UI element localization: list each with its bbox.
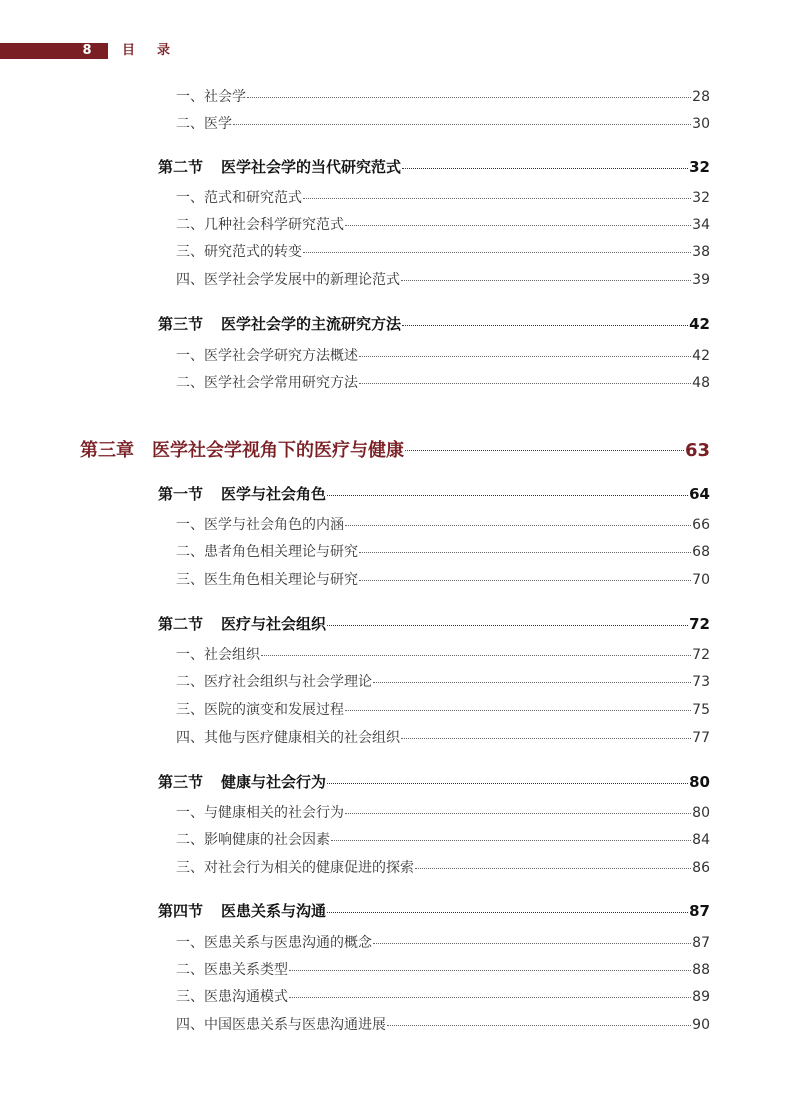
toc-item-label: 二、几种社会科学研究范式 [176,217,344,233]
toc-item-row[interactable] [176,959,710,979]
toc-item-label: 三、医患沟通模式 [176,989,288,1005]
toc-item-row[interactable] [176,802,710,822]
dot-leader [345,525,691,526]
toc-page-number: 66 [692,517,710,533]
toc-section-number: 第三节 [158,315,204,333]
toc-item-row[interactable] [176,986,710,1006]
toc-section-number: 第一节 [158,485,204,503]
dot-leader [373,943,691,944]
toc-page-number: 80 [689,773,710,791]
toc-item-row[interactable] [176,372,710,392]
toc-chapter-title: 医学社会学视角下的医疗与健康 [152,440,404,461]
dot-leader [359,356,691,357]
toc-section-title: 医患关系与沟通 [221,902,327,920]
toc-item-label: 一、范式和研究范式 [176,190,302,206]
toc-item-label: 一、医学社会学研究方法概述 [176,348,358,364]
dot-leader [402,168,688,169]
toc-section-title: 医学社会学的当代研究范式 [221,158,402,176]
toc-item-row[interactable] [176,699,710,719]
toc-section-label [158,613,326,634]
toc-item-row[interactable] [176,214,710,234]
dot-leader [289,997,691,998]
toc-chapter-number: 第三章 [80,440,134,461]
toc-item-row[interactable] [176,932,710,952]
toc-item-label: 二、医疗社会组织与社会学理论 [176,674,372,690]
toc-item-label: 二、医学社会学常用研究方法 [176,375,358,391]
toc-page-number: 72 [689,615,710,633]
toc-section-number: 第二节 [158,158,204,176]
dot-leader [359,552,691,553]
toc-section-number: 第四节 [158,902,204,920]
toc-item-row[interactable] [176,345,710,365]
dot-leader [345,813,691,814]
header-title: 目录 [122,43,193,58]
toc-item-row[interactable] [176,86,710,106]
dot-leader [247,97,691,98]
toc-section-number: 第三节 [158,773,204,791]
toc-section-number: 第二节 [158,615,204,633]
toc-item-row[interactable] [176,829,710,849]
toc-item-label: 二、医患关系类型 [176,962,288,978]
toc-item-row[interactable] [176,857,710,877]
dot-leader [303,252,691,253]
toc-item-label: 一、医学与社会角色的内涵 [176,517,344,533]
toc-page-number: 90 [692,1017,710,1033]
toc-page-number: 84 [692,832,710,848]
toc-page-number: 87 [689,902,710,920]
toc-page-number: 28 [692,89,710,105]
toc-section-row[interactable] [158,483,710,504]
toc-page-number: 87 [692,935,710,951]
toc-page-number: 68 [692,544,710,560]
toc-item-row[interactable] [176,269,710,289]
dot-leader [415,868,691,869]
dot-leader [233,124,691,125]
toc-item-row[interactable] [176,569,710,589]
toc-page-number: 86 [692,860,710,876]
toc-section-title: 医疗与社会组织 [221,615,327,633]
toc-item-row[interactable] [176,514,710,534]
toc-page-number: 30 [692,116,710,132]
toc-page-number: 77 [692,730,710,746]
dot-leader [331,840,691,841]
toc-section-label [158,771,326,792]
toc-item-row[interactable] [176,1014,710,1034]
toc-section-label [158,483,326,504]
toc-page-number: 73 [692,674,710,690]
dot-leader [405,450,684,451]
toc-item-row[interactable] [176,541,710,561]
toc-item-label: 二、影响健康的社会因素 [176,832,330,848]
dot-leader [401,738,691,739]
toc-page-number: 38 [692,244,710,260]
toc-page-number: 42 [692,348,710,364]
toc-item-row[interactable] [176,671,710,691]
toc-page-number: 89 [692,989,710,1005]
toc-page-number: 63 [684,440,710,461]
dot-leader [373,682,691,683]
dot-leader [327,912,688,913]
toc-item-row[interactable] [176,727,710,747]
toc-item-label: 一、与健康相关的社会行为 [176,805,344,821]
toc-item-row[interactable] [176,644,710,664]
dot-leader [345,225,691,226]
toc-item-label: 一、医患关系与医患沟通的概念 [176,935,372,951]
toc-page-number: 75 [692,702,710,718]
toc-item-row[interactable] [176,113,710,133]
toc-item-label: 四、其他与医疗健康相关的社会组织 [176,730,400,746]
toc-item-row[interactable] [176,241,710,261]
toc-item-label: 二、医学 [176,116,232,132]
toc-section-label [158,313,401,334]
dot-leader [387,1025,691,1026]
dot-leader [345,710,691,711]
dot-leader [402,325,688,326]
dot-leader [359,580,691,581]
toc-item-row[interactable] [176,187,710,207]
toc-page-number: 48 [692,375,710,391]
dot-leader [327,625,688,626]
toc-item-label: 三、医生角色相关理论与研究 [176,572,358,588]
dot-leader [289,970,691,971]
toc-page-number: 64 [689,485,710,503]
dot-leader [401,280,691,281]
toc-section-row[interactable] [158,613,710,634]
toc-page-number: 72 [692,647,710,663]
dot-leader [359,383,691,384]
toc-page-number: 42 [689,315,710,333]
dot-leader [261,655,691,656]
toc-section-title: 医学与社会角色 [221,485,327,503]
toc-chapter-row[interactable] [80,436,710,462]
toc-section-row[interactable] [158,313,710,334]
toc-item-label: 一、社会组织 [176,647,260,663]
toc-section-label [158,900,326,921]
toc-page-number: 39 [692,272,710,288]
toc-item-label: 三、研究范式的转变 [176,244,302,260]
toc-page-number: 88 [692,962,710,978]
toc-section-title: 医学社会学的主流研究方法 [221,315,402,333]
toc-item-label: 四、中国医患关系与医患沟通进展 [176,1017,386,1033]
toc-page-number: 32 [692,190,710,206]
toc-section-row[interactable] [158,900,710,921]
toc-section-label [158,156,401,177]
toc-page-number: 34 [692,217,710,233]
toc-page-number: 70 [692,572,710,588]
toc-section-title: 健康与社会行为 [221,773,327,791]
toc-section-row[interactable] [158,156,710,177]
toc-item-label: 三、对社会行为相关的健康促进的探索 [176,860,414,876]
toc-section-row[interactable] [158,771,710,792]
dot-leader [327,783,688,784]
dot-leader [303,198,691,199]
page-number: 8 [82,43,92,58]
toc-item-label: 二、患者角色相关理论与研究 [176,544,358,560]
dot-leader [327,495,688,496]
toc-chapter-label [80,436,404,462]
toc-item-label: 四、医学社会学发展中的新理论范式 [176,272,400,288]
toc-page-number: 80 [692,805,710,821]
toc-item-label: 三、医院的演变和发展过程 [176,702,344,718]
toc-page-number: 32 [689,158,710,176]
toc-item-label: 一、社会学 [176,89,246,105]
